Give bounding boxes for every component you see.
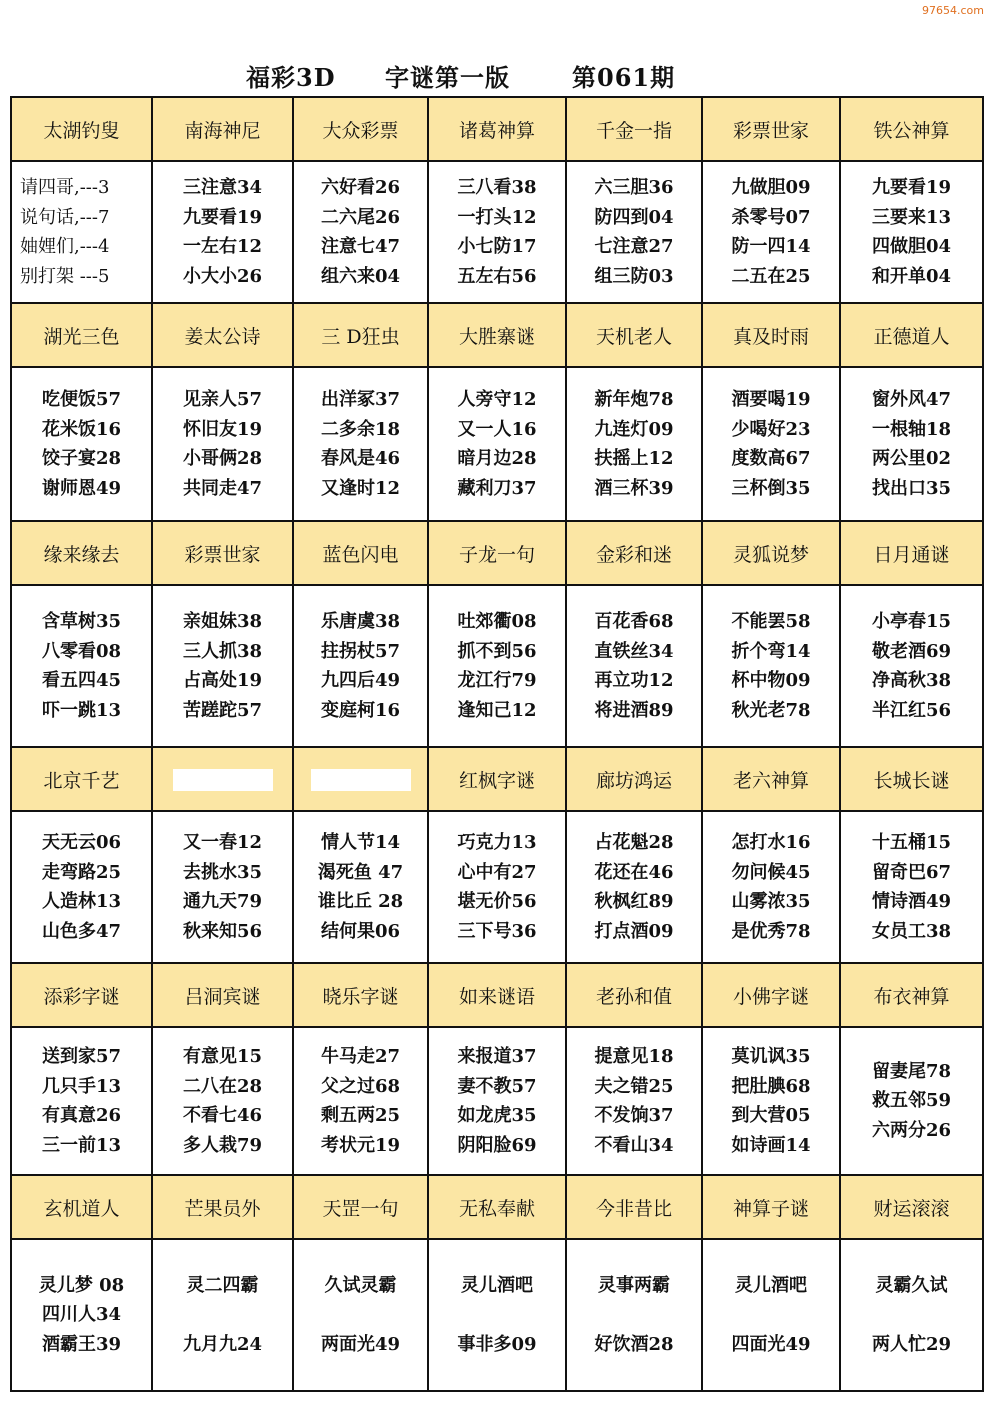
riddle-line: 占花魁28 bbox=[594, 832, 674, 853]
header-row bbox=[11, 521, 983, 585]
riddle-line: 灵事两霸 bbox=[598, 1275, 670, 1296]
riddle-line: 谁比丘 28 bbox=[317, 891, 404, 912]
riddle-line: 九连灯09 bbox=[594, 418, 674, 440]
riddle-cell bbox=[702, 161, 840, 303]
source-name-cell: 添彩字谜 bbox=[11, 963, 152, 1027]
riddle-line: 妻不教57 bbox=[457, 1075, 537, 1097]
riddle-line: 少喝好23 bbox=[731, 418, 811, 440]
riddle-line: 酒霸王39 bbox=[41, 1333, 122, 1355]
riddle-line: 七注意27 bbox=[594, 236, 674, 257]
riddle-line: 提意见18 bbox=[594, 1046, 674, 1067]
source-name-cell: 姜太公诗 bbox=[152, 303, 293, 367]
riddle-line: 变庭柯16 bbox=[320, 699, 401, 721]
riddle-line: 结何果06 bbox=[320, 920, 401, 942]
riddle-line: 人造林13 bbox=[41, 891, 122, 912]
riddle-line: 灵二四霸 bbox=[186, 1275, 259, 1296]
riddle-line: 两公里02 bbox=[871, 448, 952, 469]
riddle-cell bbox=[293, 367, 428, 521]
riddle-cell bbox=[11, 1239, 152, 1391]
riddle-cell bbox=[702, 585, 840, 747]
riddle-line: 是优秀78 bbox=[731, 920, 811, 942]
riddle-line: 不能罢58 bbox=[731, 611, 811, 632]
riddle-line: 妯娌们,---4 bbox=[20, 236, 110, 257]
riddle-cell bbox=[152, 161, 293, 303]
riddle-line: 情诗酒49 bbox=[871, 891, 952, 912]
riddle-line: 吓一跳13 bbox=[41, 699, 122, 721]
blank-line bbox=[841, 1301, 982, 1330]
riddle-line: 山雾浓35 bbox=[731, 891, 811, 912]
source-name-cell bbox=[152, 747, 293, 811]
riddle-line: 小七防17 bbox=[457, 236, 537, 257]
riddle-line: 怀旧友19 bbox=[182, 418, 263, 440]
page-title bbox=[0, 58, 992, 92]
source-name-cell: 财运滚滚 bbox=[840, 1175, 983, 1239]
riddle-line: 到大营05 bbox=[731, 1105, 811, 1126]
source-name-cell: 南海神尼 bbox=[152, 97, 293, 161]
riddle-cell bbox=[428, 1027, 566, 1175]
riddle-line: 不发饷37 bbox=[594, 1105, 674, 1126]
riddle-cell bbox=[11, 811, 152, 963]
riddle-cell bbox=[566, 811, 702, 963]
riddle-line: 见亲人57 bbox=[182, 389, 263, 410]
riddle-row bbox=[11, 811, 983, 963]
riddle-cell bbox=[293, 1239, 428, 1391]
riddle-line: 五左右56 bbox=[457, 265, 537, 287]
riddle-line: 不看七46 bbox=[182, 1105, 263, 1126]
header-row bbox=[11, 97, 983, 161]
riddle-cell bbox=[11, 161, 152, 303]
source-name-cell: 湖光三色 bbox=[11, 303, 152, 367]
riddle-line: 看五四45 bbox=[41, 670, 122, 691]
source-name-cell: 真及时雨 bbox=[702, 303, 840, 367]
riddle-line: 灵儿酒吧 bbox=[461, 1275, 533, 1296]
riddle-line: 六三胆36 bbox=[594, 177, 674, 198]
riddle-line: 把肚腆68 bbox=[731, 1075, 811, 1097]
riddle-line: 逢知己12 bbox=[457, 699, 537, 721]
blank-line bbox=[429, 1301, 565, 1330]
riddle-line: 龙江行79 bbox=[457, 670, 537, 691]
riddle-line: 灵儿酒吧 bbox=[735, 1275, 807, 1296]
riddle-line: 占高处19 bbox=[182, 670, 263, 691]
riddle-line: 不看山34 bbox=[594, 1134, 674, 1156]
riddle-cell bbox=[152, 1027, 293, 1175]
riddle-cell bbox=[428, 585, 566, 747]
riddle-line: 留奇巴67 bbox=[871, 861, 952, 883]
riddle-line: 久试灵霸 bbox=[324, 1275, 397, 1296]
source-name-cell: 日月通谜 bbox=[840, 521, 983, 585]
riddle-line: 来报道37 bbox=[457, 1046, 537, 1067]
riddle-line: 三一前13 bbox=[41, 1134, 122, 1156]
source-name-cell: 太湖钓叟 bbox=[11, 97, 152, 161]
riddle-line: 又逢时12 bbox=[320, 477, 401, 499]
source-name-cell: 金彩和迷 bbox=[566, 521, 702, 585]
riddle-line: 半江红56 bbox=[871, 699, 952, 721]
source-name-cell: 三 D狂虫 bbox=[293, 303, 428, 367]
riddle-cell bbox=[293, 1027, 428, 1175]
riddle-line: 敬老酒69 bbox=[871, 640, 952, 662]
riddle-line: 共同走47 bbox=[182, 477, 263, 499]
riddle-line: 救五邻59 bbox=[871, 1090, 952, 1112]
source-name-cell: 神算子谜 bbox=[702, 1175, 840, 1239]
riddle-line: 秋来知56 bbox=[182, 920, 263, 942]
riddle-line: 花米饭16 bbox=[41, 418, 122, 440]
riddle-line: 亲姐妹38 bbox=[182, 611, 263, 632]
riddle-cell bbox=[840, 811, 983, 963]
riddle-line: 乐唐虞38 bbox=[320, 611, 401, 632]
riddle-cell bbox=[566, 161, 702, 303]
riddle-line: 一打头12 bbox=[457, 206, 537, 228]
source-name-cell: 布衣神算 bbox=[840, 963, 983, 1027]
title-issue: 第061期 bbox=[572, 63, 676, 92]
riddle-line: 九要看19 bbox=[871, 177, 952, 198]
riddle-line: 和开单04 bbox=[871, 265, 952, 287]
riddle-line: 直铁丝34 bbox=[594, 640, 674, 662]
riddle-row bbox=[11, 367, 983, 521]
riddle-line: 九月九24 bbox=[182, 1333, 263, 1355]
header-row bbox=[11, 963, 983, 1027]
riddle-line: 二八在28 bbox=[182, 1075, 263, 1097]
riddle-line: 事非多09 bbox=[457, 1333, 537, 1355]
riddle-line: 十五桶15 bbox=[871, 832, 952, 853]
riddle-line: 三注意34 bbox=[182, 177, 263, 198]
header-row bbox=[11, 303, 983, 367]
riddle-cell bbox=[293, 585, 428, 747]
riddle-line: 秋枫红89 bbox=[594, 891, 674, 912]
riddle-row bbox=[11, 1027, 983, 1175]
riddle-cell bbox=[840, 367, 983, 521]
riddle-line: 暗月边28 bbox=[457, 448, 537, 469]
riddle-line: 扶摇上12 bbox=[594, 448, 674, 469]
riddle-line: 藏利刀37 bbox=[457, 477, 537, 499]
riddle-line: 二六尾26 bbox=[320, 206, 401, 228]
riddle-line: 二多余18 bbox=[320, 418, 401, 440]
riddle-cell bbox=[566, 585, 702, 747]
riddle-cell bbox=[702, 367, 840, 521]
riddle-line: 两人忙29 bbox=[871, 1333, 952, 1355]
source-name-cell: 缘来缘去 bbox=[11, 521, 152, 585]
riddle-cell bbox=[702, 811, 840, 963]
riddle-cell bbox=[428, 161, 566, 303]
riddle-cell bbox=[840, 1027, 983, 1175]
source-name-cell: 红枫字谜 bbox=[428, 747, 566, 811]
source-name-cell: 今非昔比 bbox=[566, 1175, 702, 1239]
riddle-line: 几只手13 bbox=[41, 1075, 122, 1097]
riddle-cell bbox=[702, 1239, 840, 1391]
riddle-line: 春风是46 bbox=[320, 448, 401, 469]
source-name-cell: 天机老人 bbox=[566, 303, 702, 367]
riddle-line: 情人节14 bbox=[320, 832, 401, 853]
redacted-label bbox=[311, 769, 411, 791]
riddle-line: 留妻尾78 bbox=[871, 1060, 952, 1082]
riddle-line: 勿问候45 bbox=[731, 861, 811, 883]
riddle-line: 注意七47 bbox=[320, 236, 401, 257]
redacted-label bbox=[173, 769, 273, 791]
riddle-line: 多人栽79 bbox=[182, 1134, 263, 1156]
blank-line bbox=[703, 1301, 839, 1330]
source-name-cell: 大胜寨谜 bbox=[428, 303, 566, 367]
riddle-line: 有真意26 bbox=[41, 1105, 122, 1126]
riddle-line: 拄拐杖57 bbox=[320, 640, 401, 662]
riddle-cell bbox=[566, 1239, 702, 1391]
riddle-line: 折个弯14 bbox=[731, 640, 811, 662]
riddle-line: 苦蹉跎57 bbox=[182, 699, 263, 721]
riddle-line: 夫之错25 bbox=[594, 1075, 674, 1097]
riddle-cell bbox=[428, 367, 566, 521]
riddle-cell bbox=[152, 367, 293, 521]
riddle-cell bbox=[702, 1027, 840, 1175]
riddle-line: 小大小26 bbox=[182, 265, 263, 287]
riddle-cell bbox=[293, 811, 428, 963]
riddle-line: 吃便饭57 bbox=[41, 389, 122, 410]
riddle-line: 找出口35 bbox=[871, 477, 952, 499]
source-name-cell: 老孙和值 bbox=[566, 963, 702, 1027]
riddle-cell bbox=[152, 1239, 293, 1391]
riddle-line: 六好看26 bbox=[320, 177, 401, 198]
source-name-cell: 彩票世家 bbox=[152, 521, 293, 585]
riddle-line: 一左右12 bbox=[182, 236, 263, 257]
riddle-line: 人旁守12 bbox=[457, 389, 537, 410]
riddle-line: 一根轴18 bbox=[871, 418, 952, 440]
riddle-line: 三人抓38 bbox=[182, 640, 263, 662]
riddle-line: 将进酒89 bbox=[594, 699, 674, 721]
riddle-line: 渴死鱼 47 bbox=[317, 861, 404, 883]
riddle-line: 小哥俩28 bbox=[182, 448, 263, 469]
riddle-cell bbox=[152, 811, 293, 963]
riddle-line: 花还在46 bbox=[594, 861, 674, 883]
riddle-row bbox=[11, 161, 983, 303]
riddle-line: 打点酒09 bbox=[594, 920, 674, 942]
source-name-cell: 玄机道人 bbox=[11, 1175, 152, 1239]
source-name-cell: 子龙一句 bbox=[428, 521, 566, 585]
riddle-line: 去挑水35 bbox=[182, 861, 263, 883]
riddle-line: 三八看38 bbox=[457, 177, 537, 198]
riddle-line: 饺子宴28 bbox=[41, 448, 122, 469]
source-name-cell: 如来谜语 bbox=[428, 963, 566, 1027]
riddle-line: 二五在25 bbox=[731, 265, 811, 287]
site-watermark: 97654.com bbox=[922, 4, 984, 17]
source-name-cell: 芒果员外 bbox=[152, 1175, 293, 1239]
source-name-cell: 无私奉献 bbox=[428, 1175, 566, 1239]
riddle-cell bbox=[566, 1027, 702, 1175]
riddle-line: 防四到04 bbox=[594, 206, 674, 228]
source-name-cell: 灵狐说梦 bbox=[702, 521, 840, 585]
source-name-cell: 彩票世家 bbox=[702, 97, 840, 161]
header-row bbox=[11, 1175, 983, 1239]
riddle-cell bbox=[428, 1239, 566, 1391]
riddle-line: 天无云06 bbox=[41, 832, 122, 853]
riddle-line: 牛马走27 bbox=[320, 1046, 401, 1067]
riddle-line: 如龙虎35 bbox=[457, 1105, 537, 1126]
riddle-line: 出洋冢37 bbox=[320, 389, 401, 410]
source-name-cell: 铁公神算 bbox=[840, 97, 983, 161]
riddle-line: 秋光老78 bbox=[731, 699, 811, 721]
riddle-line: 抓不到56 bbox=[457, 640, 537, 662]
riddle-line: 送到家57 bbox=[41, 1046, 122, 1067]
header-row bbox=[11, 747, 983, 811]
riddle-cell bbox=[840, 1239, 983, 1391]
riddle-line: 再立功12 bbox=[594, 670, 674, 691]
source-name-cell: 天罡一句 bbox=[293, 1175, 428, 1239]
riddle-line: 组六来04 bbox=[320, 265, 401, 287]
riddle-line: 莫讥讽35 bbox=[731, 1046, 811, 1067]
riddle-line: 女员工38 bbox=[871, 920, 952, 942]
riddle-line: 百花香68 bbox=[594, 611, 674, 632]
riddle-line: 阴阳脸69 bbox=[457, 1134, 537, 1156]
riddle-line: 防一四14 bbox=[731, 236, 811, 257]
source-name-cell: 大众彩票 bbox=[293, 97, 428, 161]
riddle-row bbox=[11, 1239, 983, 1391]
riddle-line: 山色多47 bbox=[41, 920, 122, 942]
riddle-line: 怎打水16 bbox=[731, 832, 811, 853]
riddle-line: 通九天79 bbox=[182, 891, 263, 912]
riddle-line: 请四哥,---3 bbox=[20, 177, 110, 198]
riddle-line: 心中有27 bbox=[457, 861, 537, 883]
riddle-line: 小亭春15 bbox=[871, 611, 952, 632]
source-name-cell: 蓝色闪电 bbox=[293, 521, 428, 585]
source-name-cell: 吕洞宾谜 bbox=[152, 963, 293, 1027]
riddle-line: 剩五两25 bbox=[320, 1105, 401, 1126]
source-name-cell: 老六神算 bbox=[702, 747, 840, 811]
riddle-line: 四面光49 bbox=[731, 1333, 811, 1355]
riddle-line: 新年炮78 bbox=[594, 389, 674, 410]
riddle-line: 四川人34 bbox=[41, 1304, 122, 1326]
riddle-line: 三杯倒35 bbox=[731, 477, 811, 499]
source-name-cell: 晓乐字谜 bbox=[293, 963, 428, 1027]
riddle-line: 三要来13 bbox=[871, 206, 952, 228]
riddle-line: 窗外风47 bbox=[871, 389, 952, 410]
riddle-line: 九要看19 bbox=[182, 206, 263, 228]
riddle-cell bbox=[840, 161, 983, 303]
riddle-line: 度数高67 bbox=[731, 448, 811, 469]
riddle-line: 三下号36 bbox=[457, 920, 537, 942]
source-name-cell: 诸葛神算 bbox=[428, 97, 566, 161]
riddle-cell bbox=[840, 585, 983, 747]
riddle-line: 杯中物09 bbox=[731, 670, 811, 691]
source-name-cell: 千金一指 bbox=[566, 97, 702, 161]
blank-line bbox=[153, 1301, 292, 1330]
riddle-cell bbox=[11, 367, 152, 521]
riddle-grid bbox=[10, 96, 984, 1392]
riddle-line: 杀零号07 bbox=[731, 206, 811, 228]
blank-line bbox=[567, 1301, 701, 1330]
riddle-line: 净高秋38 bbox=[871, 670, 952, 691]
riddle-line: 父之过68 bbox=[320, 1075, 401, 1097]
riddle-cell bbox=[293, 161, 428, 303]
riddle-line: 八零看08 bbox=[41, 640, 122, 662]
blank-line bbox=[294, 1301, 427, 1330]
riddle-line: 两面光49 bbox=[320, 1333, 401, 1355]
riddle-line: 堪无价56 bbox=[457, 891, 537, 912]
riddle-line: 灵霸久试 bbox=[875, 1275, 948, 1296]
riddle-line: 巧克力13 bbox=[457, 832, 537, 853]
title-lottery: 福彩3D bbox=[246, 63, 336, 92]
riddle-line: 有意见15 bbox=[182, 1046, 263, 1067]
riddle-line: 又一人16 bbox=[457, 418, 537, 440]
riddle-line: 九做胆09 bbox=[731, 177, 811, 198]
riddle-line: 说句话,---7 bbox=[20, 206, 110, 228]
riddle-line: 九四后49 bbox=[320, 670, 401, 691]
riddle-line: 灵儿梦 08 bbox=[38, 1274, 125, 1296]
riddle-line: 别打架 ---5 bbox=[20, 265, 110, 287]
riddle-cell bbox=[152, 585, 293, 747]
riddle-line: 酒要喝19 bbox=[731, 389, 811, 410]
source-name-cell: 北京千艺 bbox=[11, 747, 152, 811]
riddle-line: 吐郊衢08 bbox=[457, 611, 537, 632]
riddle-line: 又一春12 bbox=[182, 832, 263, 853]
source-name-cell: 小佛字谜 bbox=[702, 963, 840, 1027]
riddle-line: 谢师恩49 bbox=[41, 477, 122, 499]
riddle-line: 如诗画14 bbox=[731, 1134, 811, 1156]
riddle-line: 酒三杯39 bbox=[594, 477, 674, 499]
riddle-cell bbox=[428, 811, 566, 963]
riddle-line: 好饮酒28 bbox=[594, 1333, 674, 1355]
source-name-cell bbox=[293, 747, 428, 811]
riddle-cell bbox=[11, 585, 152, 747]
riddle-line: 考状元19 bbox=[320, 1134, 401, 1156]
riddle-cell bbox=[566, 367, 702, 521]
source-name-cell: 长城长谜 bbox=[840, 747, 983, 811]
riddle-line: 四做胆04 bbox=[871, 236, 952, 257]
source-name-cell: 正德道人 bbox=[840, 303, 983, 367]
riddle-line: 走弯路25 bbox=[41, 861, 122, 883]
riddle-row bbox=[11, 585, 983, 747]
source-name-cell: 廊坊鸿运 bbox=[566, 747, 702, 811]
riddle-cell bbox=[11, 1027, 152, 1175]
title-edition: 字谜第一版 bbox=[385, 63, 510, 92]
riddle-line: 组三防03 bbox=[594, 265, 674, 287]
riddle-line: 六两分26 bbox=[871, 1119, 952, 1141]
riddle-line: 含草树35 bbox=[41, 611, 122, 632]
